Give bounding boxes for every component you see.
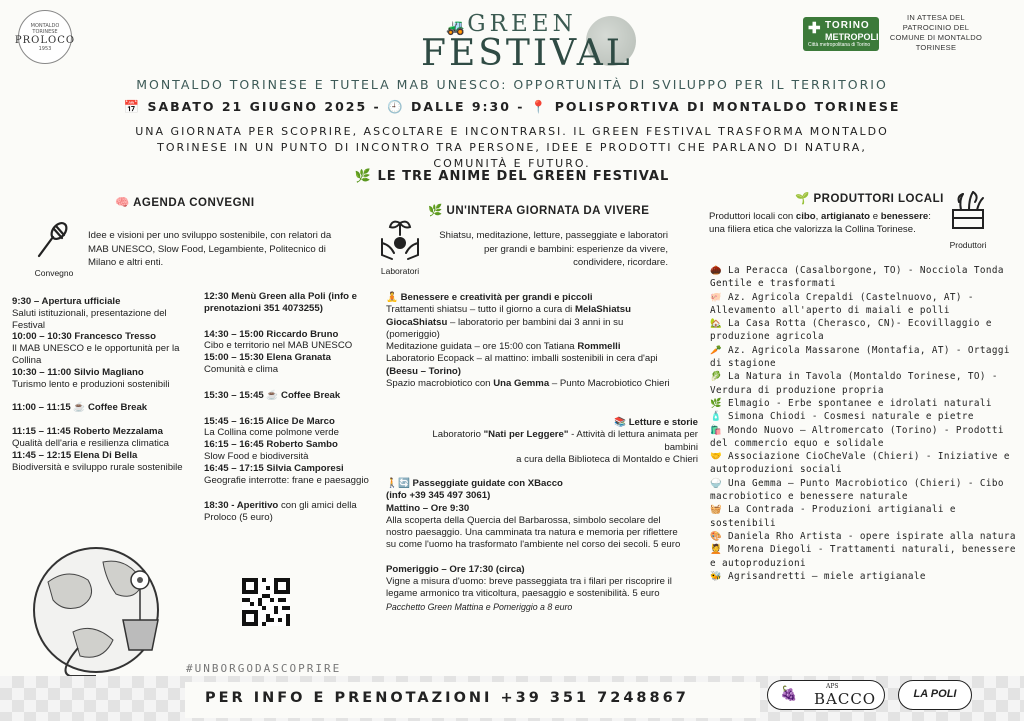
section-title: 🌿 LE TRE ANIME DEL GREEN FESTIVAL — [354, 169, 670, 184]
produttore-item: 🧴 Simona Chiodi - Cosmesi naturale e pietre — [710, 411, 974, 423]
benessere-text: Meditazione guidata – ore 15:00 con Tatiana — [386, 341, 578, 353]
produttori-heading: 🌱 PRODUTTORI LOCALI — [795, 193, 944, 205]
benessere-line — [386, 378, 676, 390]
hashtag: #UNBORGODASCOPRIRE — [186, 662, 342, 675]
benessere-line — [386, 304, 676, 316]
produttori-text: : una filiera etica che valorizza la Collina Torinese. — [709, 211, 931, 235]
letture-text: - Attività di lettura animata per bambini — [568, 429, 698, 453]
produttori-icon-label: Produttori — [949, 240, 987, 250]
agenda-description: Idee e visioni per uno sviluppo sostenibile, con relatori da MAB UNESCO, Slow Food, Legambiente, Politecnico di Milano e altri enti. — [88, 230, 332, 268]
passeggiate-title: 🚶🔄 Passeggiate guidate con XBacco — [386, 478, 563, 489]
agenda-aperitivo — [204, 500, 376, 524]
agenda-time: 10:30 – 11:00 Silvio Magliano — [12, 366, 144, 378]
laboratori-heading: 🌿 UN'INTERA GIORNATA DA VIVERE — [428, 205, 650, 217]
mattino-title: Mattino – Ore 9:30 — [386, 502, 470, 514]
agenda-coffee-break: 15:30 – 15:45 ☕ Coffee Break — [204, 389, 341, 401]
letture-provider: "Nati per Leggere" — [483, 429, 569, 441]
torino-metropoli-line2: METROPOLI — [825, 32, 879, 42]
agenda-time: 16:15 – 16:45 Roberto Sambo — [204, 439, 338, 451]
laboratori-description: Shiatsu, meditazione, letture, passeggiate e laboratori per grandi e bambini: esperienze da vivere, condividere, ricordare. — [439, 230, 668, 268]
benessere-line: Laboratorio Ecopack – al mattino: imballi sostenibili in cera d'api — [386, 353, 658, 365]
vegetable-crate-icon — [944, 188, 992, 234]
benessere-provider: Rommelli — [577, 341, 621, 353]
torino-metropoli-logo — [803, 17, 879, 51]
la-poli-logo: LA POLI — [898, 680, 972, 710]
agenda-time: 11:15 – 11:45 Roberto Mezzalama — [12, 426, 163, 438]
produttori-description — [709, 211, 934, 236]
agenda-time: 15:45 – 16:15 Alice De Marco — [204, 415, 335, 427]
produttore-item: 🏡 La Casa Rotta (Cherasco, CN)- Ecovillaggio e produzione agricola — [710, 318, 992, 343]
produttore-item: 🐝 Agrisandretti – miele artigianale — [710, 570, 926, 582]
mattino-text: Alla scoperta della Quercia del Barbarossa, simbolo secolare del nostro paesaggio. Una camminata tra natura e memoria per riflettere su come l'uomo ha trasformato l'ambiente nel corso dei secoli. 5 euro — [386, 514, 681, 551]
globe-illustration — [18, 522, 183, 678]
agenda-topic: Turismo lento e produzioni sostenibili — [12, 378, 170, 390]
passeggiate-section — [386, 478, 686, 613]
letture-line: a cura della Biblioteca di Montaldo e Chieri — [516, 453, 698, 465]
xbacco-logo — [767, 680, 885, 710]
agenda-topic: con gli amici della Proloco (5 euro) — [204, 500, 357, 524]
torino-metropoli-line3: Città metropolitana di Torino — [808, 42, 871, 48]
proloco-logo-year: 1953 — [38, 45, 52, 52]
event-intro: UNA GIORNATA PER SCOPRIRE, ASCOLTARE E INCONTRARSI. IL GREEN FESTIVAL TRASFORMA MONTALDO TORINESE IN UN PUNTO DI INCONTRO TRA PERSONE, IDEE E PRODOTTI CHE PARLANO DI NATURA, COMUNITÀ E FUTURO. — [135, 125, 889, 170]
agenda-coffee-break: 11:00 – 11:15 ☕ Coffee Break — [12, 402, 148, 414]
letture-section — [408, 417, 698, 466]
produttore-item: 🧺 La Contrada - Produzioni artigianali e sostenibili — [710, 504, 956, 529]
agenda-topic: Comunità e clima — [204, 363, 279, 375]
produttori-keyword: artigianato — [821, 211, 871, 222]
grape-icon: 🍇 — [780, 686, 798, 702]
produttore-item: 🛍️ Mondo Nuovo – Altromercato (Torino) - Prodotti del commercio equo e solidale — [710, 424, 1004, 449]
benessere-provider: GiocaShiatsu — [386, 316, 448, 328]
qr-code[interactable] — [242, 578, 290, 626]
tractor-icon: 🚜 — [446, 18, 465, 36]
agenda-topic: Il MAB UNESCO e le opportunità per la Collina — [12, 343, 180, 366]
produttore-item: 💆 Morena Diegoli - Trattamenti naturali, benessere e autoproduzioni — [710, 544, 1016, 569]
agenda-column-morning — [12, 296, 190, 473]
festival-title-green: GREEN — [467, 11, 577, 37]
benessere-title: 🧘 Benessere e creatività per grandi e piccoli — [386, 292, 593, 303]
agenda-time: 10:00 – 10:30 Francesco Tresso — [12, 331, 156, 343]
pacchetto-green: Pacchetto Green Mattina e Pomeriggio a 8 euro — [386, 601, 573, 612]
benessere-section — [386, 292, 676, 390]
agenda-time: 12:30 Menù Green alla Poli (info e prenotazioni 351 4073255) — [204, 291, 358, 314]
produttori-keyword: cibo — [795, 211, 816, 222]
xbacco-name: BACCO — [814, 690, 877, 708]
agenda-topic: La Collina come polmone verde — [204, 427, 339, 439]
passeggiate-info: (info +39 345 497 3061) — [386, 490, 491, 502]
benessere-text: – laboratorio per bambini dai 3 anni in su (pomeriggio) — [386, 316, 624, 340]
agenda-topic: Slow Food e biodiversità — [204, 450, 309, 462]
produttore-item: 🤝 Associazione CioCheVale (Chieri) - Iniziative e autoproduzioni sociali — [710, 451, 1010, 476]
produttore-item: 🍚 Una Gemma – Punto Macrobiotico (Chieri) - Cibo macrobiotico e benessere naturale — [710, 477, 1004, 503]
cross-icon: ✚ — [808, 20, 821, 37]
hands-seedling-icon — [375, 215, 425, 263]
torino-metropoli-line1: TORINO — [825, 20, 870, 31]
laboratori-icon-label: Laboratori — [380, 266, 420, 276]
agenda-time: 16:45 – 17:15 Silvia Camporesi — [204, 462, 344, 474]
microphone-icon — [30, 218, 78, 264]
produttore-item: 🥕 Az. Agricola Massarone (Montafia, AT) - Ortaggi di stagione — [710, 344, 1010, 370]
agenda-time: 14:30 – 15:00 Riccardo Bruno — [204, 328, 339, 340]
benessere-line — [386, 341, 676, 353]
agenda-topic: Geografie interrotte: frane e paesaggio — [204, 474, 369, 486]
produttori-keyword: benessere — [880, 211, 929, 222]
agenda-topic: Saluti istituzionali, presentazione del Festival — [12, 307, 167, 331]
agenda-time: 11:45 – 12:15 Elena Di Bella — [12, 449, 138, 461]
agenda-column-afternoon — [204, 291, 376, 524]
produttori-list — [710, 264, 1016, 583]
agenda-topic: Cibo e territorio nel MAB UNESCO — [204, 340, 353, 352]
agenda-heading: 🧠 AGENDA CONVEGNI — [115, 197, 255, 209]
agenda-time: 9:30 – Apertura ufficiale — [12, 296, 121, 307]
proloco-logo — [14, 10, 76, 64]
agenda-time: 18:30 - Aperitivo — [204, 500, 279, 512]
produttore-item: 🎨 Daniela Rho Artista - opere ispirate alla natura — [710, 530, 1016, 542]
produttori-text: Produttori locali con — [709, 211, 796, 222]
xbacco-aps: APS — [826, 683, 839, 690]
benessere-provider: MelaShiatsu — [574, 304, 631, 316]
benessere-text: – Punto Macrobiotico Chieri — [549, 378, 670, 390]
proloco-logo-name: PROLOCO — [14, 34, 76, 46]
event-date-location: 📅 SABATO 21 GIUGNO 2025 - 🕘 DALLE 9:30 - 📍 POLISPORTIVA DI MONTALDO TORINESE — [123, 99, 901, 114]
benessere-text: Trattamenti shiatsu – tutto il giorno a cura di — [386, 304, 575, 316]
agenda-topic: Qualità dell'aria e resilienza climatica — [12, 437, 169, 449]
event-subtitle: MONTALDO TORINESE E TUTELA MAB UNESCO: OPPORTUNITÀ DI SVILUPPO PER IL TERRITORIO — [136, 77, 888, 92]
produttore-item: 🌿 Elmagio - Erbe spontanee e idrolati naturali — [710, 397, 992, 409]
letture-text: Laboratorio — [432, 429, 484, 441]
pomeriggio-title: Pomeriggio – Ore 17:30 (circa) — [386, 563, 525, 575]
agenda-topic: Biodiversità e sviluppo rurale sostenibile — [12, 461, 183, 473]
benessere-line — [386, 317, 676, 342]
produttori-text: e — [870, 211, 881, 222]
proloco-logo-top: MONTALDO TORINESE — [30, 22, 60, 35]
letture-line — [408, 429, 698, 454]
benessere-text: Spazio macrobiotico con — [386, 378, 494, 390]
benessere-line: (Beesu – Torino) — [386, 365, 461, 377]
produttore-item: 🐖 Az. Agricola Crepaldi (Castelnuovo, AT) - Allevamento all'aperto di maiali e polli — [710, 291, 974, 316]
produttore-item: 🌰 La Peracca (Casalborgone, TO) - Nocciola Tonda Gentile e trasformati — [710, 265, 1004, 290]
produttore-item: 🥬 La Natura in Tavola (Montaldo Torinese, TO) - Verdura di produzione propria — [710, 371, 998, 396]
produttori-text: , — [815, 211, 821, 222]
benessere-provider: Una Gemma — [493, 378, 550, 390]
footer-info-phone[interactable]: PER INFO E PRENOTAZIONI +39 351 7248867 — [205, 690, 689, 706]
pomeriggio-text: Vigne a misura d'uomo: breve passeggiata tra i filari per riscoprire il legame armonico tra viticoltura, paesaggio e sostenibilità. 5 euro — [386, 576, 672, 600]
agenda-icon-label: Convegno — [34, 268, 74, 278]
festival-title-main: FESTIVAL — [421, 33, 633, 74]
agenda-time: 15:00 – 15:30 Elena Granata — [204, 352, 331, 364]
letture-title: 📚 Letture e storie — [614, 417, 698, 428]
patrocinio-note: IN ATTESA DEL PATROCINIO DEL COMUNE DI MONTALDO TORINESE — [889, 13, 983, 52]
